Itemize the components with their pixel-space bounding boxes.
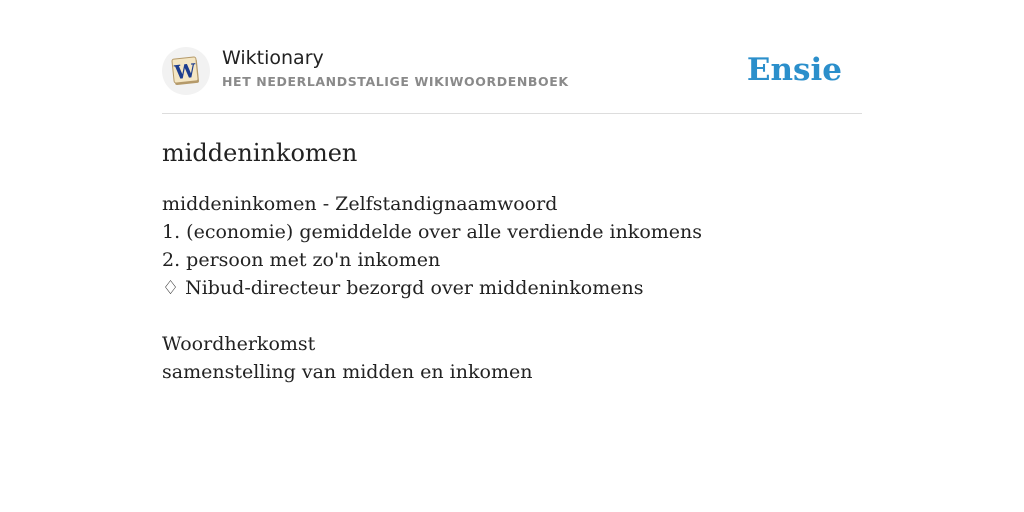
brand-subtitle: HET NEDERLANDSTALIGE WIKIWOORDENBOEK	[222, 74, 569, 89]
wiktionary-logo-icon[interactable]	[162, 47, 210, 95]
site-header	[162, 0, 862, 114]
svg-text:W: W	[173, 59, 197, 85]
etymology-text: samenstelling van midden en inkomen	[162, 361, 533, 383]
definition-sense-1: 1. (economie) gemiddelde over alle verdiende inkomens	[162, 221, 703, 243]
definition-sense-2: 2. persoon met zo'n inkomen	[162, 249, 441, 271]
page	[162, 0, 862, 386]
etymology-heading: Woordherkomst	[162, 333, 316, 355]
entry-content	[162, 190, 862, 386]
page-title: middeninkomen	[162, 139, 358, 167]
usage-example: ♢ Nibud-directeur bezorgd over middeninkomens	[162, 277, 644, 299]
part-of-speech-line: middeninkomen - Zelfstandignaamwoord	[162, 193, 558, 215]
section-spacer	[162, 302, 862, 330]
brand-title[interactable]: Wiktionary	[222, 47, 324, 69]
ensie-logo-link[interactable]: Ensie	[746, 52, 842, 88]
wiktionary-tile-icon	[171, 56, 201, 86]
